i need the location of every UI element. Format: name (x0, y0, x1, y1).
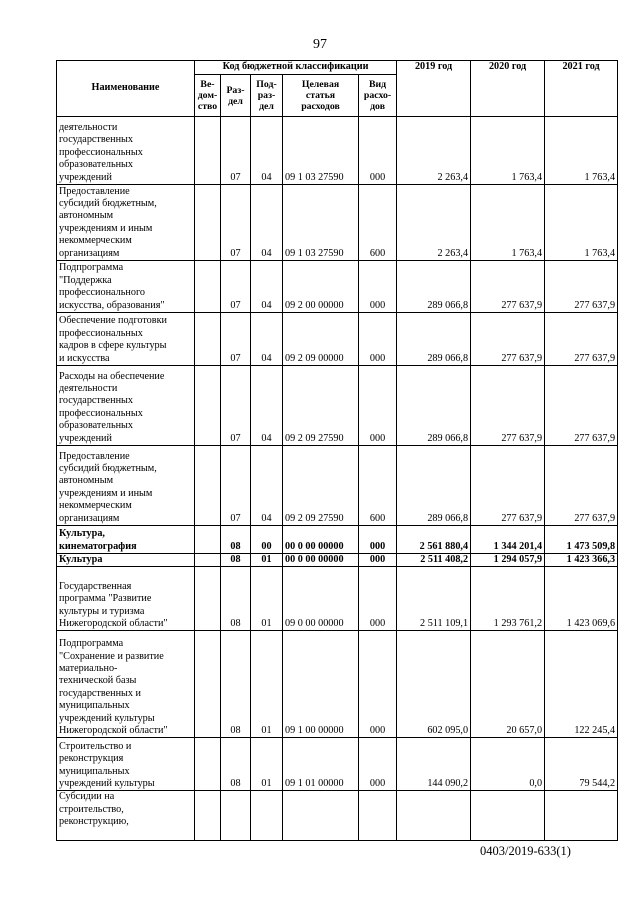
row-2020: 0,0 (471, 738, 545, 791)
row-2019: 289 066,8 (397, 313, 471, 366)
row-2021: 277 637,9 (545, 313, 618, 366)
row-csr: 09 1 00 00000 (283, 631, 359, 738)
header-name: Наименование (57, 61, 195, 117)
table-body (57, 117, 618, 841)
row-2021: 1 473 509,8 (545, 526, 618, 554)
row-2020: 277 637,9 (471, 446, 545, 526)
table-row (57, 631, 618, 738)
row-2021: 79 544,2 (545, 738, 618, 791)
row-name: Предоставление субсидий бюджетным, автономным учреждениям и иным некоммерческим организациям (57, 185, 195, 261)
row-csr: 09 1 03 27590 (283, 185, 359, 261)
row-razdel (221, 791, 251, 841)
header-csr: Целевая статья расходов (283, 75, 359, 117)
row-name: Предоставление субсидий бюджетным, автономным учреждениям и иным некоммерческим организациям (57, 446, 195, 526)
row-ved (195, 117, 221, 185)
row-2021: 277 637,9 (545, 446, 618, 526)
row-name: Субсидии на строительство, реконструкцию, (57, 791, 195, 841)
row-2020: 1 763,4 (471, 117, 545, 185)
row-ved (195, 526, 221, 554)
header-vr: Вид расхо- дов (359, 75, 397, 117)
row-2020: 277 637,9 (471, 313, 545, 366)
row-razdel: 08 (221, 738, 251, 791)
row-2019: 2 511 109,1 (397, 567, 471, 631)
budget-table (56, 60, 618, 841)
table-row (57, 554, 618, 567)
row-2019: 2 561 880,4 (397, 526, 471, 554)
row-name: Строительство и реконструкция муниципальных учреждений культуры (57, 738, 195, 791)
row-csr: 09 2 09 27590 (283, 366, 359, 446)
row-podrazdel: 01 (251, 738, 283, 791)
header-razdel: Раз- дел (221, 75, 251, 117)
row-podrazdel: 01 (251, 631, 283, 738)
row-razdel: 08 (221, 526, 251, 554)
row-vr: 000 (359, 526, 397, 554)
row-csr (283, 791, 359, 841)
row-vr: 000 (359, 631, 397, 738)
header-2019: 2019 год (397, 61, 471, 117)
row-2020: 1 763,4 (471, 185, 545, 261)
header-2021: 2021 год (545, 61, 618, 117)
row-podrazdel: 04 (251, 185, 283, 261)
row-ved (195, 554, 221, 567)
row-podrazdel: 01 (251, 567, 283, 631)
row-2020 (471, 791, 545, 841)
row-podrazdel: 04 (251, 366, 283, 446)
row-name: Подпрограмма "Поддержка профессионального искусства, образования" (57, 261, 195, 313)
row-2020: 1 294 057,9 (471, 554, 545, 567)
row-name: Культура (57, 554, 195, 567)
row-2019: 289 066,8 (397, 261, 471, 313)
header-row-top (57, 61, 618, 75)
row-2021 (545, 791, 618, 841)
row-2021: 1 763,4 (545, 117, 618, 185)
row-csr: 00 0 00 00000 (283, 554, 359, 567)
header-podrazdel: Под- раз- дел (251, 75, 283, 117)
row-vr: 000 (359, 567, 397, 631)
row-2019: 2 263,4 (397, 185, 471, 261)
row-ved (195, 185, 221, 261)
row-vr (359, 791, 397, 841)
row-razdel: 07 (221, 185, 251, 261)
table-row (57, 117, 618, 185)
row-2019: 144 090,2 (397, 738, 471, 791)
row-2021: 1 763,4 (545, 185, 618, 261)
page-number: 97 (313, 37, 327, 52)
table-row (57, 738, 618, 791)
table-row (57, 366, 618, 446)
row-ved (195, 791, 221, 841)
table-row (57, 791, 618, 841)
row-vr: 000 (359, 261, 397, 313)
table-row (57, 526, 618, 554)
row-vr: 000 (359, 366, 397, 446)
row-vr: 000 (359, 117, 397, 185)
row-2019: 289 066,8 (397, 446, 471, 526)
row-podrazdel: 04 (251, 261, 283, 313)
row-2019: 602 095,0 (397, 631, 471, 738)
row-name: Подпрограмма "Сохранение и развитие материально- технической базы государственных и муниципальных учреждений культуры Нижегородской области" (57, 631, 195, 738)
row-podrazdel: 04 (251, 313, 283, 366)
table-row (57, 313, 618, 366)
row-ved (195, 631, 221, 738)
row-name: деятельности государственных профессиональных образовательных учреждений (57, 117, 195, 185)
header-2020: 2020 год (471, 61, 545, 117)
row-vr: 000 (359, 313, 397, 366)
row-ved (195, 366, 221, 446)
row-podrazdel: 04 (251, 117, 283, 185)
table-row (57, 446, 618, 526)
row-2019 (397, 791, 471, 841)
row-razdel: 08 (221, 567, 251, 631)
row-2021: 277 637,9 (545, 261, 618, 313)
row-razdel: 08 (221, 554, 251, 567)
row-razdel: 08 (221, 631, 251, 738)
row-csr: 00 0 00 00000 (283, 526, 359, 554)
header-ved: Ве- дом- ство (195, 75, 221, 117)
row-ved (195, 261, 221, 313)
row-podrazdel: 01 (251, 554, 283, 567)
table-row (57, 185, 618, 261)
table-row (57, 567, 618, 631)
row-podrazdel: 00 (251, 526, 283, 554)
row-2021: 277 637,9 (545, 366, 618, 446)
document-code: 0403/2019-633(1) (480, 844, 571, 858)
row-csr: 09 1 01 00000 (283, 738, 359, 791)
row-csr: 09 2 09 27590 (283, 446, 359, 526)
row-ved (195, 313, 221, 366)
row-2020: 1 344 201,4 (471, 526, 545, 554)
row-2021: 122 245,4 (545, 631, 618, 738)
table-row (57, 261, 618, 313)
row-name: Государственная программа "Развитие культуры и туризма Нижегородской области" (57, 567, 195, 631)
row-podrazdel: 04 (251, 446, 283, 526)
row-csr: 09 2 00 00000 (283, 261, 359, 313)
row-vr: 000 (359, 738, 397, 791)
row-razdel: 07 (221, 366, 251, 446)
row-ved (195, 738, 221, 791)
row-name: Культура, кинематография (57, 526, 195, 554)
row-2019: 2 511 408,2 (397, 554, 471, 567)
row-2021: 1 423 366,3 (545, 554, 618, 567)
row-2020: 277 637,9 (471, 366, 545, 446)
row-razdel: 07 (221, 117, 251, 185)
row-vr: 600 (359, 185, 397, 261)
row-razdel: 07 (221, 313, 251, 366)
row-2019: 2 263,4 (397, 117, 471, 185)
row-vr: 600 (359, 446, 397, 526)
row-podrazdel (251, 791, 283, 841)
row-csr: 09 2 09 00000 (283, 313, 359, 366)
row-ved (195, 567, 221, 631)
row-2020: 1 293 761,2 (471, 567, 545, 631)
row-2020: 277 637,9 (471, 261, 545, 313)
row-csr: 09 1 03 27590 (283, 117, 359, 185)
row-2021: 1 423 069,6 (545, 567, 618, 631)
row-2020: 20 657,0 (471, 631, 545, 738)
row-csr: 09 0 00 00000 (283, 567, 359, 631)
row-2019: 289 066,8 (397, 366, 471, 446)
row-name: Обеспечение подготовки профессиональных кадров в сфере культуры и искусства (57, 313, 195, 366)
header-group: Код бюджетной классификации (195, 61, 397, 75)
row-name: Расходы на обеспечение деятельности государственных профессиональных образовательных учреждений (57, 366, 195, 446)
row-vr: 000 (359, 554, 397, 567)
row-razdel: 07 (221, 261, 251, 313)
row-ved (195, 446, 221, 526)
row-razdel: 07 (221, 446, 251, 526)
